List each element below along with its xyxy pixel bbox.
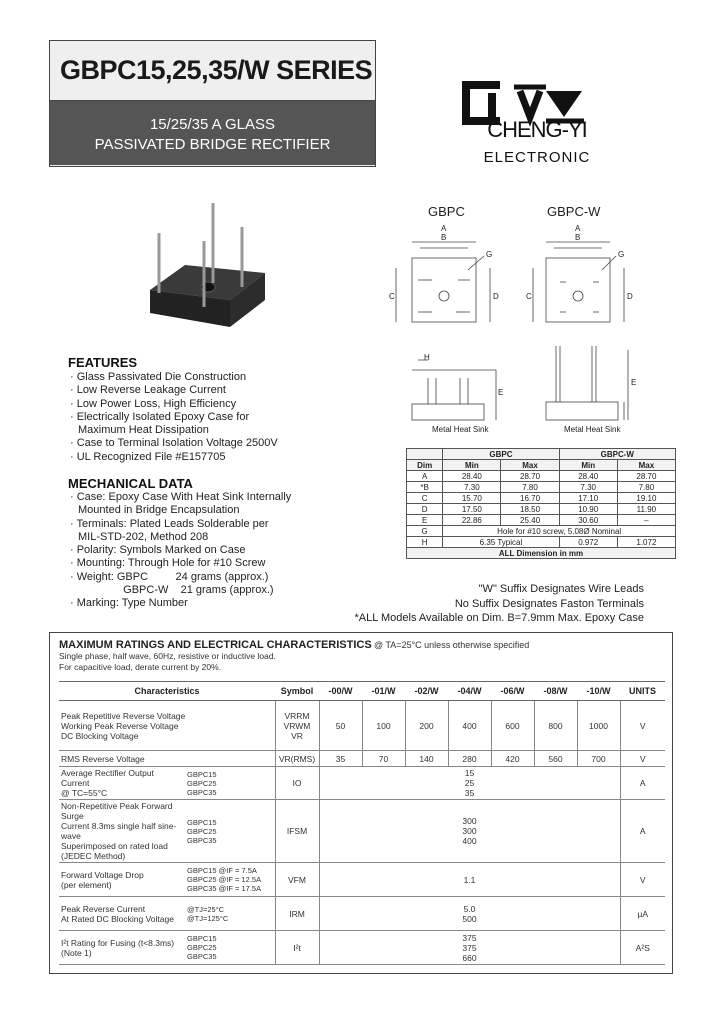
mechanical-item: · Case: Epoxy Case With Heat Sink Internally [70, 491, 292, 503]
table-row [407, 548, 676, 559]
subtitle-line-1: 15/25/35 A GLASS [149, 116, 276, 133]
mechanical-list [70, 491, 291, 611]
dim-e-label-w: E [631, 378, 637, 387]
dim-col-dim: Dim [407, 460, 443, 471]
diagram-label-gbpcw: GBPC-W [547, 204, 601, 219]
dim-group-gbpcw: GBPC-W [559, 449, 675, 460]
ratings-description: Single phase, half wave, 60Hz, resistive or inductive load. For capacitive load, derate current by 20%. [59, 651, 276, 672]
ratings-condition: @ TA=25°C unless otherwise specified [374, 640, 530, 650]
table-row: A 28.40 28.70 28.40 28.70 [407, 471, 676, 482]
table-row: H 6.35 Typical 0.972 1.072 [407, 537, 676, 548]
dim-e-label: E [498, 388, 504, 397]
dim-b-label-gbpcw: B [575, 233, 581, 242]
rectifier-photo [130, 195, 310, 335]
table-row: C 15.70 16.70 17.10 19.10 [407, 493, 676, 504]
mechanical-item: MIL-STD-202, Method 208 [78, 530, 209, 543]
heat-sink-label-gbpc: Metal Heat Sink [432, 425, 489, 434]
table-row: I²t Rating for Fusing (t<8.3ms) (Note 1) GBPC15 GBPC25 GBPC35 I²t 375 375 660 A²S [59, 931, 665, 965]
feature-item: · Case to Terminal Isolation Voltage 2500V [70, 437, 278, 450]
dim-c-label-gbpc: C [389, 292, 395, 301]
note-all-models: *ALL Models Available on Dim. B=7.9mm Max. Epoxy Case [354, 612, 644, 624]
dim-d-label-gbpcw: D [627, 292, 633, 301]
feature-item: · Glass Passivated Die Construction [70, 371, 247, 383]
table-row: Peak Reverse Current At Rated DC Blocking Voltage @TJ=25°C @TJ=125°C IRM 5.0 500 µA [59, 897, 665, 931]
table-row: Average Rectifier Output Current @ TC=55°C GBPC15 GBPC25 GBPC35 IO 15 25 35 A [59, 767, 665, 800]
feature-item: Maximum Heat Dissipation [78, 424, 209, 437]
dim-col-max: Max [617, 460, 675, 471]
feature-item: · Electrically Isolated Epoxy Case for [70, 410, 250, 423]
table-row: Non-Repetitive Peak Forward Surge Current 8.3ms single half sine-wave Superimposed on rated load (JEDEC Method) GBPC15 GBPC25 GBPC35 IFSM 300 300 400 A [59, 800, 665, 863]
company-name: CHENG-YI [487, 117, 587, 142]
mechanical-heading: MECHANICAL DATA [68, 476, 193, 491]
series-title: GBPC15,25,35/W SERIES [50, 41, 375, 101]
table-row: Forward Voltage Drop (per element) GBPC15 @IF = 7.5A GBPC25 @IF = 12.5A GBPC35 @IF = 17.5A VFM 1.1 V [59, 863, 665, 897]
table-row: *B 7.30 7.80 7.30 7.80 [407, 482, 676, 493]
mechanical-item: · Terminals: Plated Leads Solderable per [70, 517, 269, 530]
subtitle-line-2: PASSIVATED BRIDGE RECTIFIER [94, 136, 331, 153]
dim-c-label-gbpcw: C [526, 292, 532, 301]
mechanical-item: GBPC-W 21 grams (approx.) [114, 584, 274, 597]
dim-group-gbpc: GBPC [443, 449, 559, 460]
table-row: D 17.50 18.50 10.90 11.90 [407, 504, 676, 515]
note-w-suffix: "W" Suffix Designates Wire Leads [478, 583, 644, 595]
mechanical-item: Mounted in Bridge Encapsulation [78, 504, 240, 517]
dim-table-blank [407, 449, 443, 460]
dim-col-max: Max [501, 460, 559, 471]
ratings-table [59, 681, 665, 965]
dim-g-label-gbpcw: G [618, 250, 625, 259]
outline-drawings [388, 220, 668, 440]
diagram-label-gbpc: GBPC [428, 204, 465, 219]
table-row: RMS Reverse Voltage VR(RMS) 35 70 140 280 420 560 700 V [59, 751, 665, 767]
table-row: E 22.86 25.40 30.60 – [407, 515, 676, 526]
note-no-suffix: No Suffix Designates Faston Terminals [454, 598, 644, 610]
mechanical-item: · Mounting: Through Hole for #10 Screw [70, 557, 266, 570]
subtitle [50, 101, 375, 165]
features-list [70, 371, 278, 464]
dim-b-label-gbpc: B [441, 233, 447, 242]
dimension-diagrams [388, 200, 668, 440]
feature-item: · UL Recognized File #E157705 [70, 450, 226, 463]
company-subname: ELECTRONIC [483, 149, 591, 166]
ratings-header-row: Characteristics Symbol -00/W -01/W -02/W -04/W -06/W -08/W -10/W UNITS [59, 682, 665, 701]
dim-d-label-gbpc: D [493, 292, 499, 301]
dim-h-label: H [424, 353, 430, 362]
dim-g-label-gbpc: G [486, 250, 493, 259]
mechanical-item: · Marking: Type Number [70, 597, 188, 610]
dim-a-label-gbpc: A [441, 224, 447, 233]
table-row: G Hole for #10 screw, 5.08Ø Nominal [407, 526, 676, 537]
dimension-table [406, 448, 676, 559]
dim-col-min: Min [559, 460, 617, 471]
dim-col-min: Min [443, 460, 501, 471]
title-block [49, 40, 376, 167]
mechanical-item: · Weight: GBPC 24 grams (approx.) [70, 570, 269, 583]
dim-table-footer: ALL Dimension in mm [407, 548, 676, 559]
heat-sink-label-gbpcw: Metal Heat Sink [564, 425, 621, 434]
feature-item: · Low Reverse Leakage Current [70, 384, 226, 397]
dim-a-label-gbpcw: A [575, 224, 581, 233]
feature-item: · Low Power Loss, High Efficiency [70, 397, 237, 410]
ratings-title: MAXIMUM RATINGS AND ELECTRICAL CHARACTERISTICS [59, 639, 372, 651]
mechanical-item: · Polarity: Symbols Marked on Case [70, 544, 246, 557]
features-heading: FEATURES [68, 355, 138, 370]
table-row: Peak Repetitive Reverse Voltage Working Peak Reverse Voltage DC Blocking Voltage VRRM VRWM VR 50 100 200 400 600 800 1000 V [59, 701, 665, 751]
